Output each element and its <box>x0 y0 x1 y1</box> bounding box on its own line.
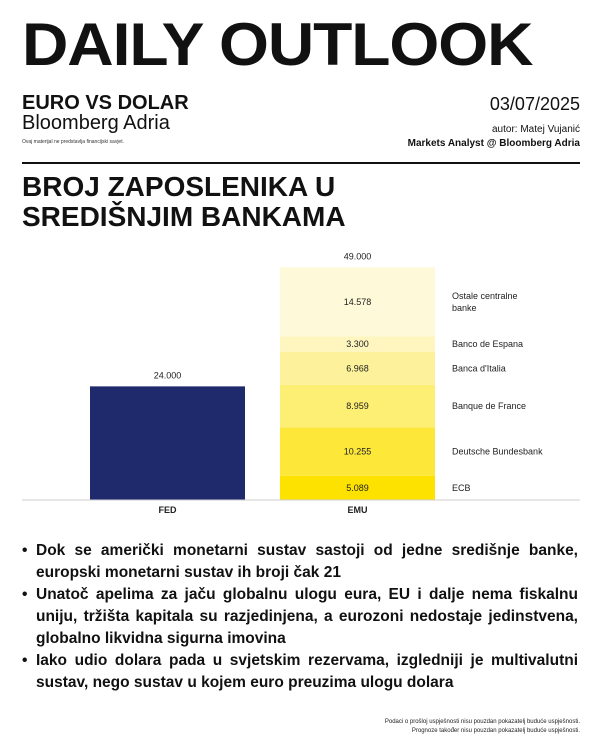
data-label-ecb: 5.089 <box>346 482 369 493</box>
footer-note <box>385 718 580 736</box>
brand-name: Bloomberg Adria <box>22 112 170 134</box>
author: autor: Matej Vujanić <box>491 124 580 135</box>
data-label-ostale-centralne-banke: 14.578 <box>343 296 372 307</box>
bullet-item: • Dok se američki monetarni sustav sastoji od jedne središnje banke, europski monetarni sustav ih broji čak 21 <box>22 540 578 584</box>
legend-label-banca-d-italia: Banca d'Italia <box>452 363 506 374</box>
disclaimer: Ovaj materijal ne predstavlja financijski savjet. <box>22 139 124 145</box>
footer-line-1: Podaci o prošlој uspješnosti nisu pouzdan pokazatelj buduće uspješnosti. <box>384 719 580 725</box>
data-label-banque-de-france: 8.959 <box>346 401 369 412</box>
bullet-item: • Unatoč apelima za jaču globalnu ulogu eura, EU i dalje nema fiskalnu uniju, tržišta kapitala su razjedinjena, a eurozoni nedostaje jedinstvena, globalno likvidna sigurna imovina <box>22 584 578 650</box>
legend-label-banque-de-france: Banque de France <box>452 401 527 412</box>
bullet-item: • Iako udio dolara pada u svjetskim rezervama, izgledniji je multivalutni sustav, nego sustav u kojem euro preuzima ulogu dolara <box>22 650 578 694</box>
bar-segment-fed <box>90 386 245 500</box>
legend-label-ostale-centralne-banke: banke <box>452 302 477 313</box>
data-label-deutsche-bundesbank: 10.255 <box>343 446 372 457</box>
chart-title-line-2: SREDIŠNJIM BANKAMA <box>22 201 346 232</box>
chart-title-line-1: BROJ ZAPOSLENIKA U <box>22 171 336 202</box>
category-label-fed: FED <box>158 505 177 515</box>
page-title: DAILY OUTLOOK <box>22 11 533 78</box>
data-label-banca-d-italia: 6.968 <box>346 363 369 374</box>
legend-label-ostale-centralne-banke: Ostale centralne <box>452 290 518 301</box>
category-label-emu: EMU <box>347 505 368 515</box>
bullet-list <box>22 540 578 694</box>
date: 03/07/2025 <box>489 94 580 114</box>
legend-label-banco-de-espana: Banco de Espana <box>452 339 524 350</box>
total-label-fed: 24.000 <box>153 370 182 381</box>
total-label-emu: 49.000 <box>343 251 372 262</box>
author-role: Markets Analyst @ Bloomberg Adria <box>407 138 580 149</box>
data-label-banco-de-espana: 3.300 <box>346 339 369 350</box>
footer-line-2: Prognoze također nisu pouzdan pokazatelj buduće uspješnosti. <box>411 728 580 734</box>
legend-label-deutsche-bundesbank: Deutsche Bundesbank <box>452 446 543 457</box>
subtitle: EURO VS DOLAR <box>22 92 189 114</box>
legend-label-ecb: ECB <box>452 482 471 493</box>
